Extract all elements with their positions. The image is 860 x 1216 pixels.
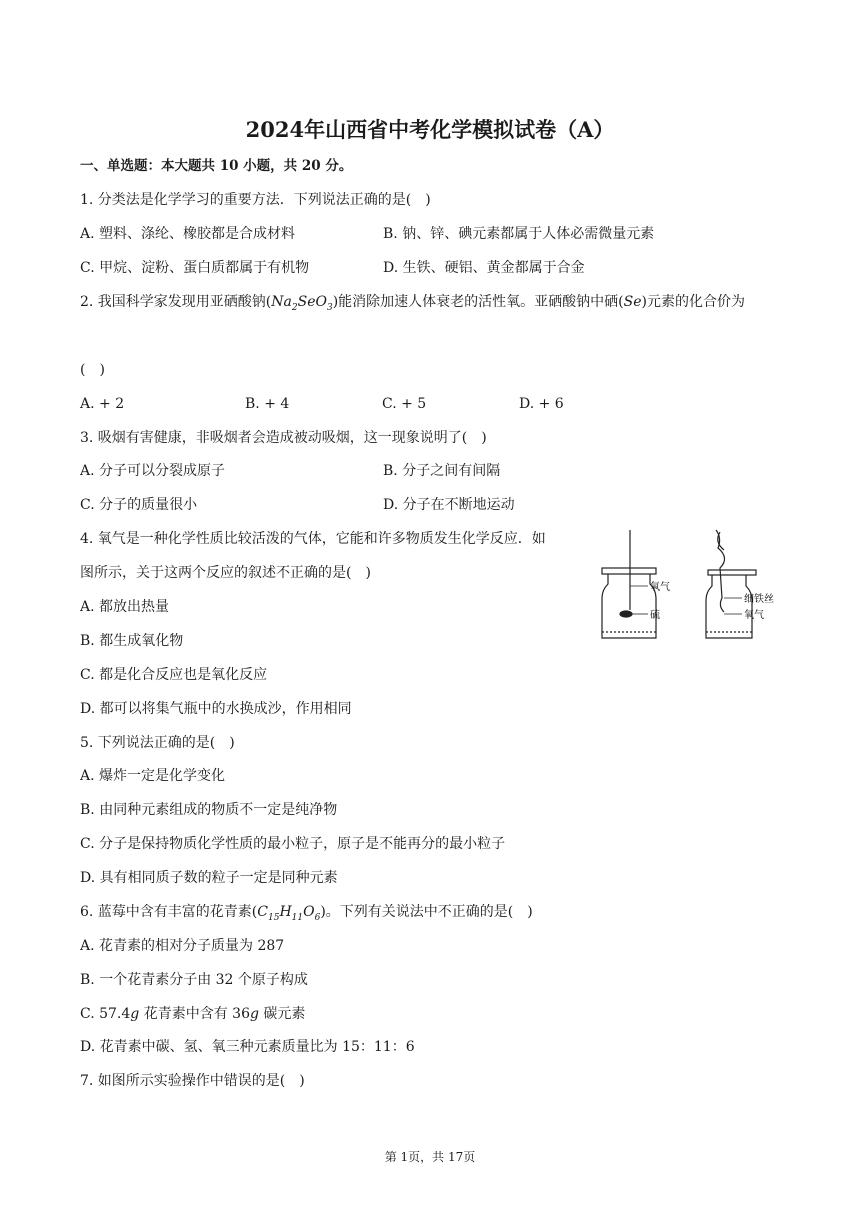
label-iron-wire: 细铁丝	[744, 594, 774, 605]
q2-option-a: A. + 2	[80, 396, 125, 412]
q6-option-a: A. 花青素的相对分子质量为 287	[80, 938, 285, 954]
page-footer: 第 1页，共 17页	[384, 1150, 476, 1164]
q6-formula-sub: 15	[268, 912, 280, 923]
q6-option-c	[80, 1004, 305, 1024]
sulfur-spoon	[620, 611, 632, 617]
q2-paren: ( )	[80, 362, 105, 378]
q6-option-b: B. 一个花青素分子由 32 个原子构成	[80, 972, 308, 988]
q3-option-d: D. 分子在不断地运动	[383, 497, 515, 513]
jar-body-right	[706, 575, 752, 638]
q4-option-c: C. 都是化合反应也是氧化反应	[80, 667, 268, 683]
q7-stem: 7. 如图所示实验操作中错误的是( )	[80, 1073, 305, 1089]
q3-option-c: C. 分子的质量很小	[80, 497, 198, 513]
q5-option-d: D. 具有相同质子数的粒子一定是同种元素	[80, 870, 338, 886]
q6-formula	[257, 904, 321, 923]
q2-formula-sub: 2	[291, 302, 298, 313]
q4-option-d: D. 都可以将集气瓶中的水换成沙，作用相同	[80, 701, 352, 717]
q6-option-d: D. 花青素中碳、氢、氧三种元素质量比为 15：11：6	[80, 1039, 415, 1055]
q6-unit-g: g	[130, 1006, 140, 1022]
q4-option-a: A. 都放出热量	[80, 599, 170, 615]
q2-stem-part: )能消除加速人体衰老的活性氧。亚硒酸钠中硒(	[332, 294, 624, 310]
q6-option-c-part: 花青素中含有 36	[139, 1006, 250, 1022]
q6-stem	[80, 902, 533, 928]
q2-formula	[271, 294, 333, 313]
q6-option-c-part: 碳元素	[258, 1006, 306, 1022]
q1-option-d: D. 生铁、硬铝、黄金都属于合金	[383, 260, 585, 276]
q3-option-b: B. 分子之间有间隔	[383, 463, 501, 479]
tongs-and-iron-wire	[716, 530, 725, 612]
q2-option-d: D. + 6	[519, 396, 564, 412]
q5-stem: 5. 下列说法正确的是( )	[80, 735, 235, 751]
q2-option-b: B. + 4	[245, 396, 290, 412]
q1-option-c: C. 甲烷、淀粉、蛋白质都属于有机物	[80, 260, 310, 276]
q4-stem-line1: 4. 氧气是一种化学性质比较活泼的气体，它能和许多物质发生化学反应．如	[80, 531, 546, 547]
q2-formula-na: Na	[271, 294, 292, 310]
q1-stem: 1. 分类法是化学学习的重要方法．下列说法正确的是( )	[80, 192, 431, 208]
label-oxygen-left: 氧气	[650, 582, 670, 593]
q5-option-b: B. 由同种元素组成的物质不一定是纯净物	[80, 802, 338, 818]
q2-stem-part: )元素的化合价为	[641, 294, 746, 310]
q6-formula-sub: 11	[291, 912, 304, 923]
label-oxygen-right: 氧气	[744, 610, 764, 621]
jar-body-left	[602, 574, 656, 638]
jar-sulfur	[602, 530, 656, 638]
q6-stem-part: )。下列有关说法中不正确的是( )	[320, 904, 533, 920]
q1-option-a: A. 塑料、涤纶、橡胶都是合成材料	[80, 226, 296, 242]
section-heading: 一、单选题：本大题共 10 小题，共 20 分。	[80, 158, 353, 174]
q2-stem	[80, 292, 745, 318]
q6-option-c-part: C. 57.4	[80, 1006, 131, 1022]
q1-option-b: B. 钠、锌、碘元素都属于人体必需微量元素	[383, 226, 655, 242]
q6-unit-g: g	[249, 1006, 259, 1022]
q2-option-c: C. + 5	[382, 396, 427, 412]
q4-figure-gas-jars	[590, 528, 795, 646]
q2-stem-part: 2. 我国科学家发现用亚硒酸钠(	[80, 294, 272, 310]
q5-option-a: A. 爆炸一定是化学变化	[80, 768, 226, 784]
q4-option-b: B. 都生成氧化物	[80, 633, 184, 649]
jar-iron	[706, 530, 756, 638]
q3-stem: 3. 吸烟有害健康，非吸烟者会造成被动吸烟，这一现象说明了( )	[80, 430, 487, 446]
q6-formula-h: H	[279, 904, 292, 920]
q6-formula-sub: 6	[314, 912, 321, 923]
jar-lid	[602, 568, 656, 574]
label-sulfur: 硫	[650, 610, 660, 621]
page-title: 2024年山西省中考化学模拟试卷（A）	[245, 117, 615, 142]
q2-symbol: Se	[623, 294, 642, 310]
q2-formula-sub: 3	[326, 302, 333, 313]
q3-option-a: A. 分子可以分裂成原子	[80, 463, 226, 479]
q4-stem-line2: 图所示，关于这两个反应的叙述不正确的是( )	[80, 565, 371, 581]
q6-stem-part: 6. 蓝莓中含有丰富的花青素(	[80, 904, 258, 920]
q5-option-c: C. 分子是保持物质化学性质的最小粒子，原子是不能再分的最小粒子	[80, 836, 506, 852]
q6-formula-c: C	[257, 904, 268, 920]
jar-lid	[708, 570, 756, 575]
q6-formula-o: O	[303, 904, 315, 920]
q2-formula-seo: SeO	[297, 294, 327, 310]
